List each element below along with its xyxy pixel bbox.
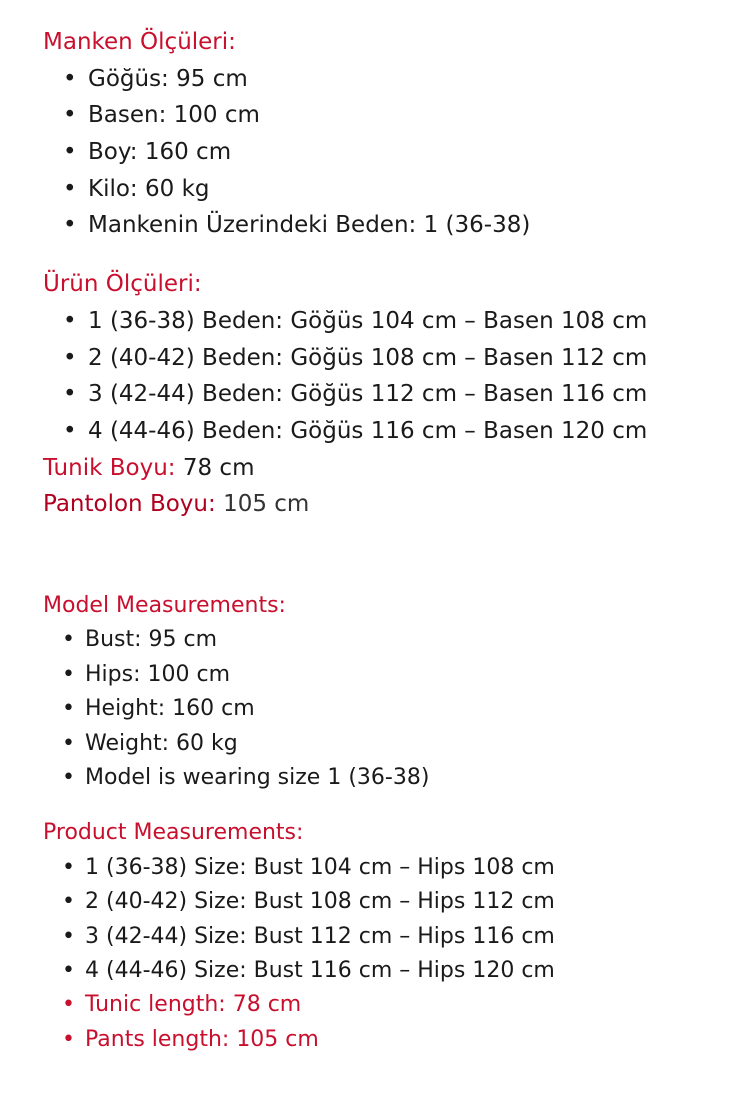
list-item: • 3 (42-44) Beden: Göğüs 112 cm – Basen 116 cm [43, 376, 647, 413]
list-item: • Boy: 160 cm [43, 134, 647, 171]
product-measurements-list-en [43, 851, 555, 1057]
bullet-icon: • [62, 992, 75, 1018]
bullet-icon: • [62, 889, 75, 915]
list-item: • Basen: 100 cm [43, 97, 647, 134]
bullet-icon: • [62, 957, 75, 983]
bullet-icon: • [63, 344, 77, 371]
turkish-measurements [43, 24, 647, 523]
list-item: • Weight: 60 kg [43, 727, 555, 761]
list-item: • Height: 160 cm [43, 692, 555, 726]
pants-length-tr [43, 486, 647, 523]
list-item: • 4 (44-46) Beden: Göğüs 116 cm – Basen 120 cm [43, 413, 647, 450]
list-item: • 1 (36-38) Size: Bust 104 cm – Hips 108 cm [43, 851, 555, 885]
bullet-icon: • [62, 764, 75, 790]
tunic-length-value: 78 cm [182, 454, 255, 481]
tunic-length-tr [43, 450, 647, 487]
list-item: • 2 (40-42) Size: Bust 108 cm – Hips 112 cm [43, 885, 555, 919]
list-item: • Göğüs: 95 cm [43, 61, 647, 98]
bullet-icon: • [62, 854, 75, 880]
pants-length-label: Pantolon Boyu: [43, 491, 216, 518]
bullet-icon: • [63, 307, 77, 334]
model-measurements-list-en [43, 623, 555, 795]
bullet-icon: • [62, 627, 75, 653]
bullet-icon: • [62, 661, 75, 687]
list-item: • 2 (40-42) Beden: Göğüs 108 cm – Basen 112 cm [43, 340, 647, 377]
list-item [43, 1023, 555, 1057]
bullet-icon: • [63, 381, 77, 408]
bullet-icon: • [62, 923, 75, 949]
list-item: • Hips: 100 cm [43, 658, 555, 692]
list-item: • 1 (36-38) Beden: Göğüs 104 cm – Basen 108 cm [43, 303, 647, 340]
pants-length-en: Pants length: 105 cm [85, 1026, 319, 1052]
list-item [43, 988, 555, 1022]
list-item: • Mankenin Üzerindeki Beden: 1 (36-38) [43, 207, 647, 244]
product-measurements-heading-tr: Ürün Ölçüleri: [43, 271, 202, 298]
bullet-icon: • [63, 139, 77, 166]
bullet-icon: • [62, 730, 75, 756]
pants-length-value: 105 cm [223, 491, 310, 518]
english-measurements [43, 589, 555, 1057]
bullet-icon: • [63, 417, 77, 444]
list-item: • Model is wearing size 1 (36-38) [43, 761, 555, 795]
tunic-length-en: Tunic length: 78 cm [85, 992, 302, 1018]
tunic-length-label: Tunik Boyu: [43, 454, 176, 481]
list-item: • Kilo: 60 kg [43, 171, 647, 208]
bullet-icon: • [62, 696, 75, 722]
list-item: • 4 (44-46) Size: Bust 116 cm – Hips 120 cm [43, 954, 555, 988]
bullet-icon: • [63, 102, 77, 129]
bullet-icon: • [63, 212, 77, 239]
product-measurements-list-tr [43, 303, 647, 450]
bullet-icon: • [63, 175, 77, 202]
model-measurements-heading-tr: Manken Ölçüleri: [43, 29, 236, 55]
list-item: • 3 (42-44) Size: Bust 112 cm – Hips 116 cm [43, 920, 555, 954]
product-measurements-heading-en: Product Measurements: [43, 820, 304, 846]
bullet-icon: • [62, 1026, 75, 1052]
model-measurements-heading-en: Model Measurements: [43, 593, 286, 618]
bullet-icon: • [63, 65, 77, 92]
list-item: • Bust: 95 cm [43, 623, 555, 657]
model-measurements-list-tr [43, 61, 647, 244]
